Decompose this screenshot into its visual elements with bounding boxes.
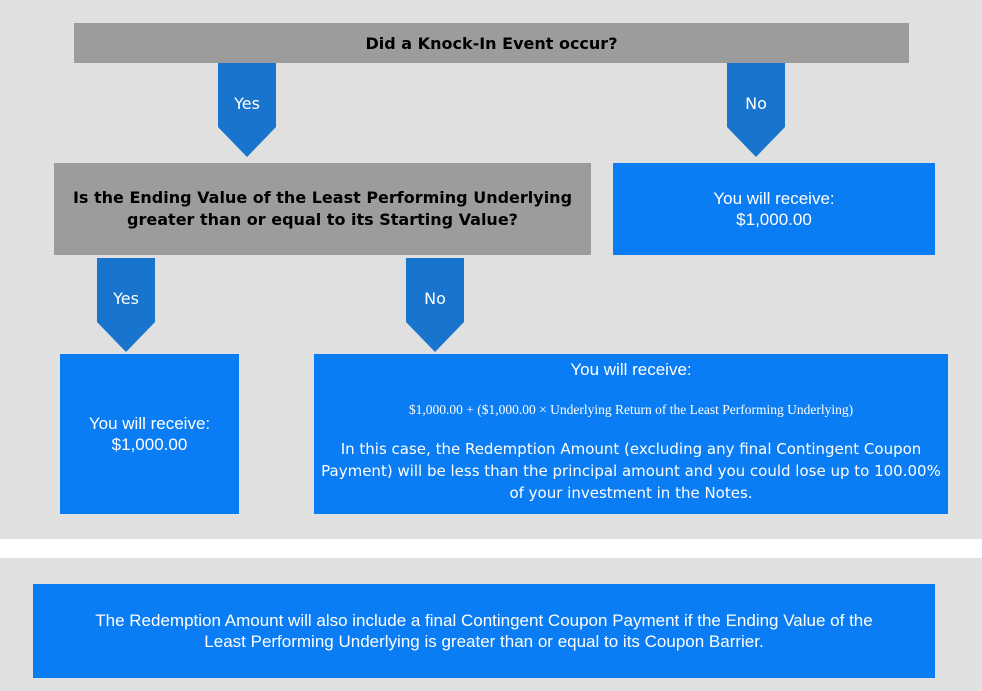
knock-in-question-text: Did a Knock-In Event occur? bbox=[365, 33, 618, 53]
no-knock-in-outcome-box bbox=[613, 163, 935, 255]
yes-arrow-ending-value bbox=[97, 258, 155, 352]
yes-arrow-ending-value-label: Yes bbox=[113, 289, 139, 308]
no-knock-in-outcome-line1: You will receive: bbox=[713, 189, 835, 208]
yes-arrow-knock-in-label: Yes bbox=[234, 94, 260, 113]
knock-in-question-box bbox=[74, 23, 909, 63]
no-outcome-formula: $1,000.00 + ($1,000.00 × Underlying Return of the Least Performing Underlying) bbox=[408, 402, 854, 417]
yes-outcome-line1: You will receive: bbox=[88, 414, 211, 433]
no-outcome-box bbox=[314, 354, 948, 514]
yes-arrow-knock-in bbox=[218, 63, 276, 157]
yes-outcome-box bbox=[60, 354, 239, 514]
no-arrow-ending-value bbox=[406, 258, 464, 352]
coupon-note-line2: Least Performing Underlying is greater than or equal to its Coupon Barrier. bbox=[204, 632, 764, 651]
coupon-note-box bbox=[33, 584, 935, 678]
no-outcome-note-line3: of your investment in the Notes. bbox=[509, 484, 753, 502]
ending-value-question-line1: Is the Ending Value of the Least Performing Underlying bbox=[72, 188, 573, 207]
no-arrow-knock-in-label: No bbox=[745, 94, 767, 113]
no-outcome-note-line2: Payment) will be less than the principal amount and you could lose up to 100.00% bbox=[321, 462, 941, 480]
yes-outcome-amount: $1,000.00 bbox=[111, 435, 188, 454]
no-knock-in-outcome-amount: $1,000.00 bbox=[736, 210, 812, 229]
coupon-note-line1: The Redemption Amount will also include a final Contingent Coupon Payment if the Ending Value of the bbox=[95, 611, 873, 630]
no-arrow-ending-value-label: No bbox=[424, 289, 446, 308]
no-outcome-note-line1: In this case, the Redemption Amount (excluding any final Contingent Coupon bbox=[340, 440, 922, 458]
ending-value-question-line2: greater than or equal to its Starting Value? bbox=[127, 210, 518, 229]
no-arrow-knock-in bbox=[727, 63, 785, 157]
ending-value-question-box bbox=[54, 163, 591, 255]
no-outcome-note bbox=[321, 438, 941, 504]
no-outcome-heading: You will receive: bbox=[570, 360, 692, 379]
